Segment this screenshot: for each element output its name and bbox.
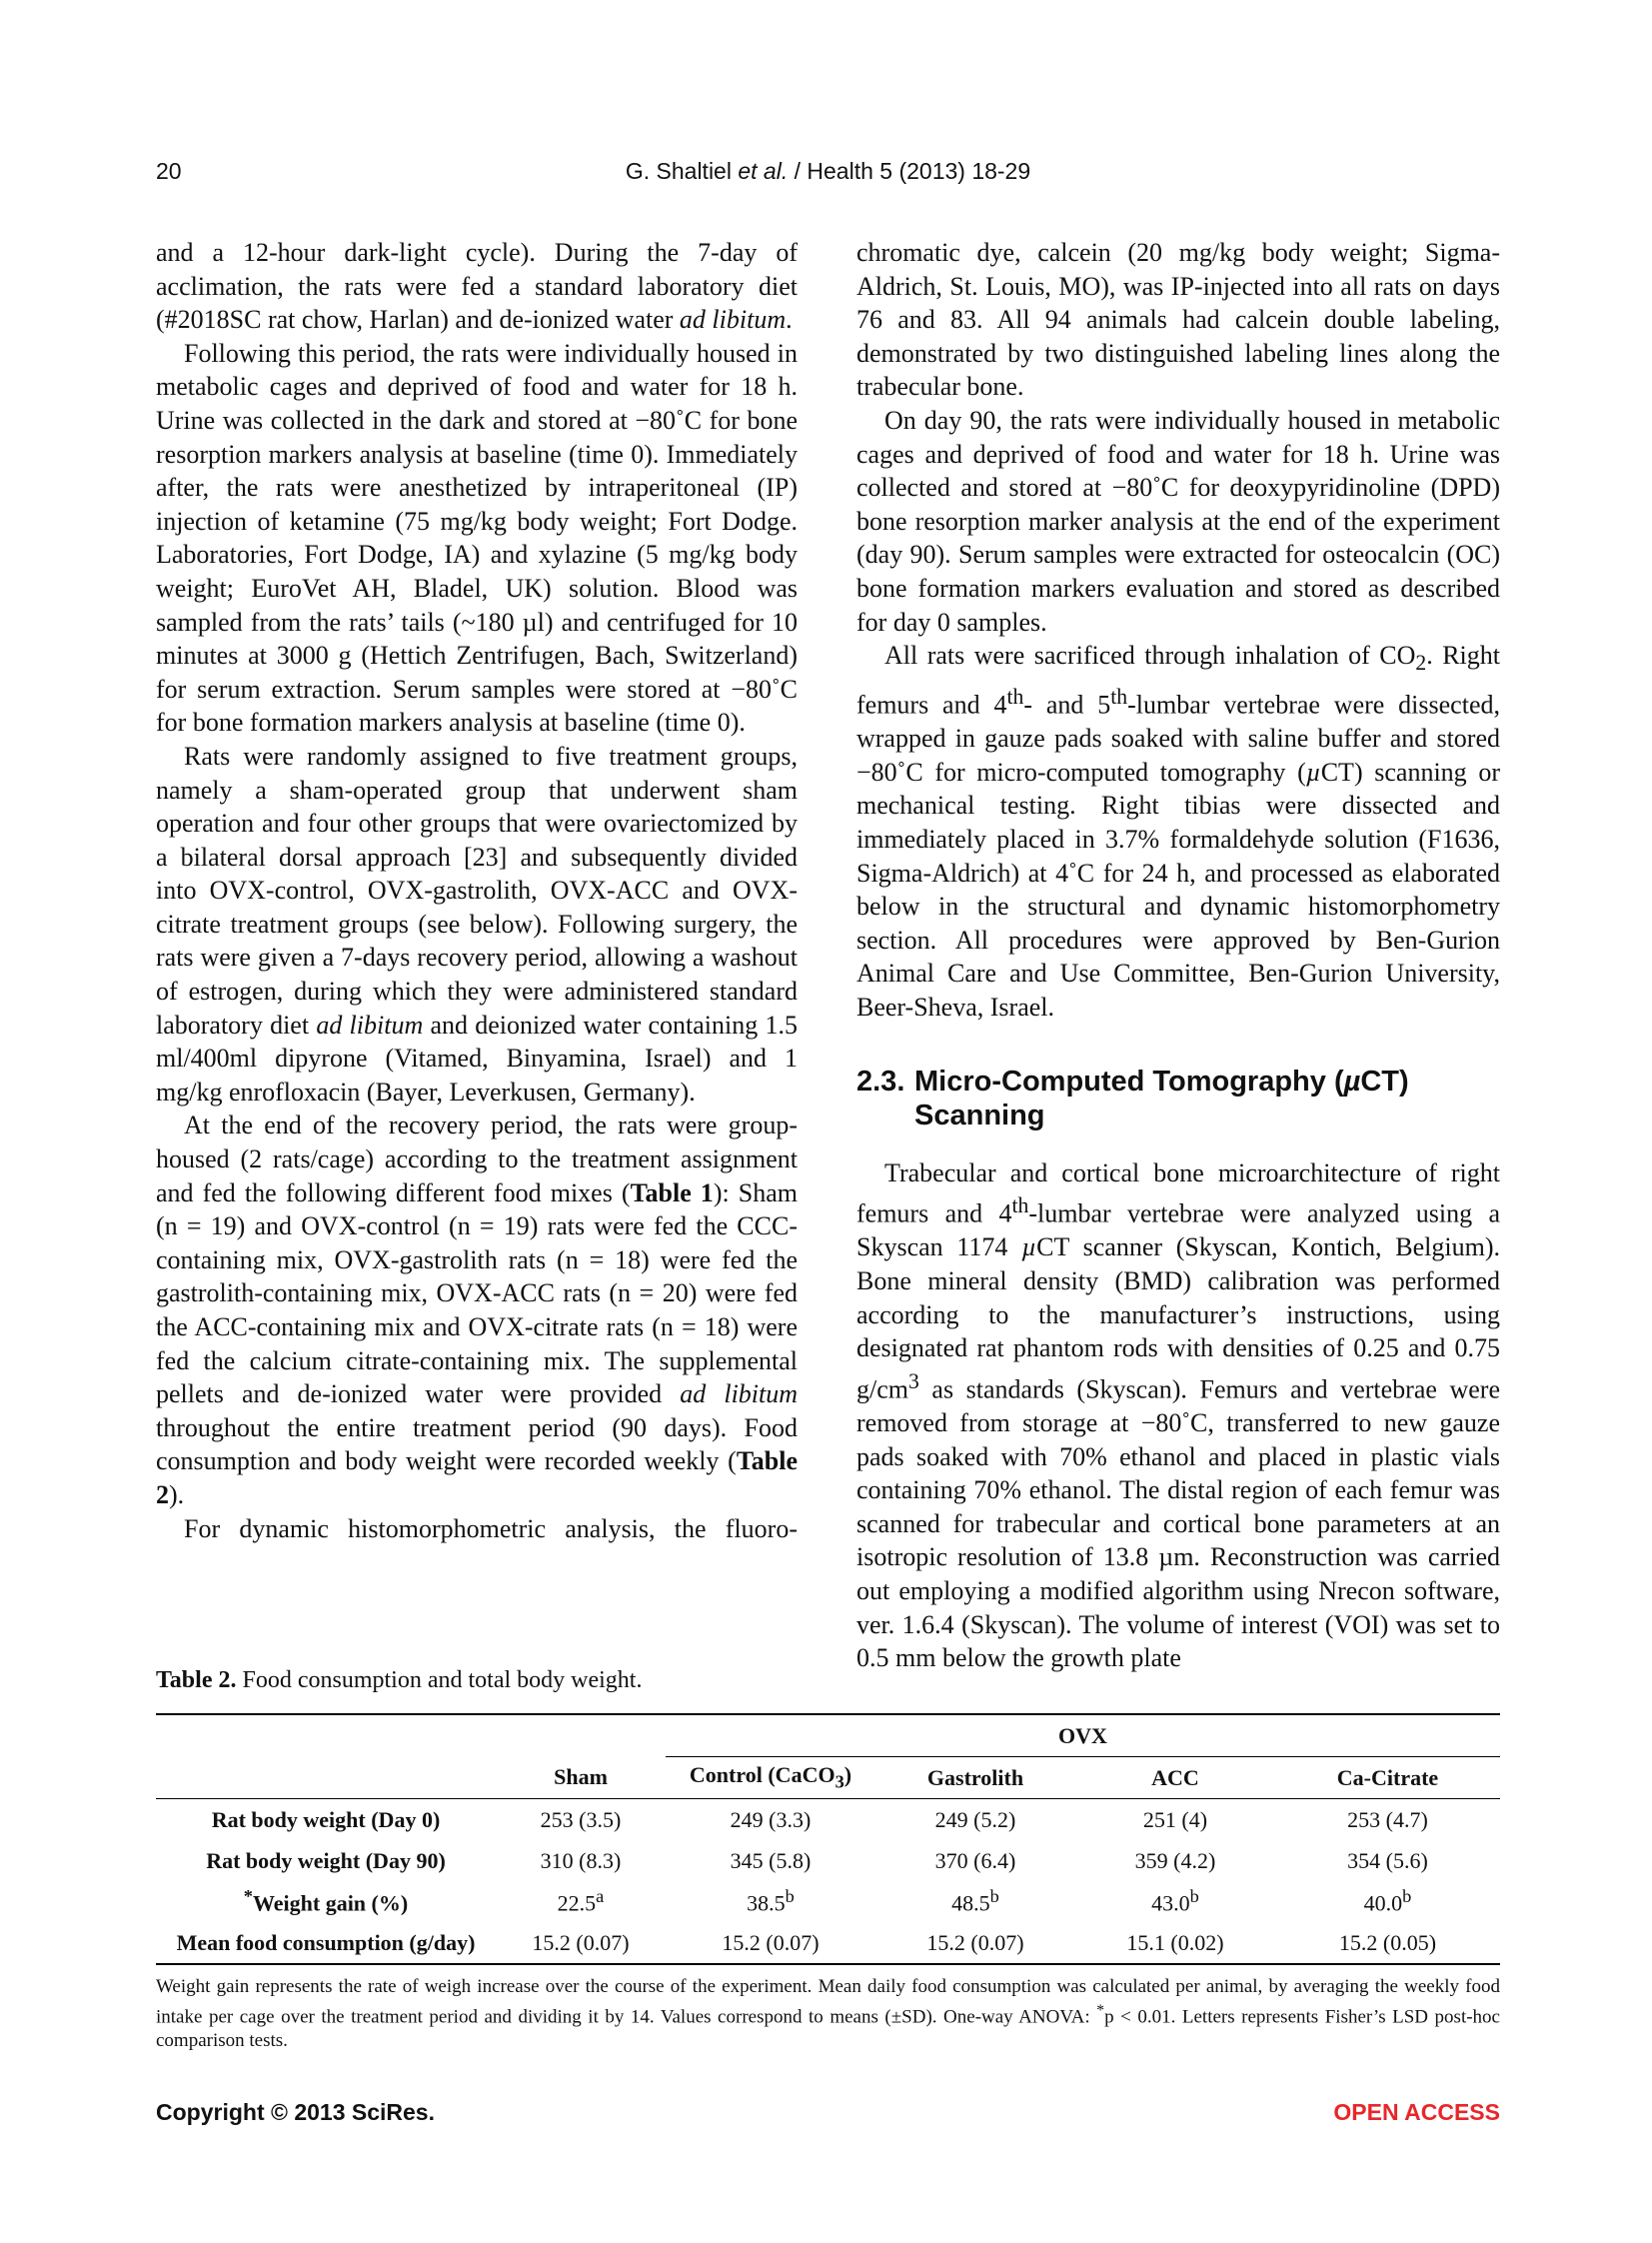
- column-header-text: ): [843, 1762, 852, 1788]
- column-header: Ca-Citrate: [1275, 1757, 1500, 1799]
- row-label: Rat body weight (Day 0): [211, 1806, 441, 1832]
- footnote-text: Weight gain represents the rate of weigh increase over the course of the experiment. Mean daily food consumption was calculated per animal, by averaging the weekly food intake per cage over the treatment period and dividing it by 14. Values correspond to means (±SD). One-way ANOVA:: [156, 1976, 1500, 2028]
- text-run: Rats were randomly assigned to five treatment groups, namely a sham-operated group that underwent sham operation and four other groups that were ovariectomized by a bilateral dorsal approach [23] and subsequently divided into OVX-control, OVX-gastrolith, OVX-ACC and OVX-citrate treatment groups (see below). Following surgery, the rats were given a 7-days recovery period, allowing a washout of estrogen, during which they were administered standard laboratory diet: [156, 741, 798, 1040]
- column-header: ACC: [1075, 1757, 1275, 1799]
- running-head-etal: et al.: [738, 158, 789, 184]
- table-ref-link[interactable]: Table 1: [630, 1177, 714, 1207]
- italic-run: ad libitum: [316, 1010, 424, 1040]
- superscript: b: [989, 1886, 999, 1907]
- text-run: throughout the entire treatment period (90 days). Food consumption and body weight were recorded weekly (: [156, 1412, 798, 1476]
- table-cell: 249 (5.2): [934, 1806, 1016, 1832]
- left-column: [156, 236, 798, 1545]
- table-caption-label: Table 2.: [156, 1667, 237, 1693]
- paragraph: On day 90, the rats were individually housed in metabolic cages and deprived of food and water for 18 h. Urine was collected and stored at −80˚C for deoxypyridinoline (DPD) bone resorption marker analysis at the end of the experiment (day 90). Serum samples were extracted for osteocalcin (OC) bone formation markers evaluation and stored as described for day 0 samples.: [856, 405, 1500, 637]
- paragraph: [856, 639, 1500, 1024]
- italic-run: µ: [1021, 1232, 1037, 1262]
- open-access-label: OPEN ACCESS: [1333, 2099, 1500, 2125]
- text-run: - and 5: [1023, 690, 1111, 720]
- table-cell: 15.2 (0.05): [1275, 1922, 1500, 1964]
- section-title-italic: µ: [1343, 1065, 1361, 1098]
- paragraph: [156, 1109, 798, 1511]
- superscript: a: [596, 1886, 605, 1907]
- superscript: 3: [908, 1368, 919, 1393]
- data-table: [156, 1713, 1500, 1965]
- superscript: *: [1096, 2002, 1105, 2019]
- column-header: Gastrolith: [875, 1757, 1075, 1799]
- superscript: b: [785, 1886, 795, 1907]
- table-group-header-row: [156, 1714, 1500, 1757]
- table-row: [156, 1799, 1500, 1841]
- row-label-text: Weight gain (%): [252, 1890, 409, 1916]
- paragraph: [856, 1156, 1500, 1675]
- text-run: and a 12-hour dark-light cycle). During the 7-day of acclimation, the rats were fed a standard laboratory diet (#2018SC rat chow, Harlan) and de-ionized water: [156, 238, 798, 335]
- table-cell: 40.0$^b$: [1363, 1886, 1412, 1916]
- table-cell: 22.5$^a$: [557, 1886, 605, 1916]
- text-run: ): Sham (n = 19) and OVX-control (n = 19) rats were fed the CCC-containing mix, OVX-gastrolith rats (n = 18) were fed the gastrolith-containing mix, OVX-ACC rats (n = 20) were fed the ACC-containing mix and OVX-citrate rats (n = 18) were fed the calcium citrate-containing mix. The supplemental pellets and de-ionized water were provided: [156, 1177, 798, 1409]
- text-run: and deionized water containing 1.5 ml/400ml dipyrone (Vitamed, Binyamina, Israel) and 1 mg/kg enrofloxacin (Bayer, Leverkusen, Germany).: [156, 1010, 798, 1107]
- table-cell: 38.5$^b$: [747, 1886, 795, 1916]
- subscript: 3: [834, 1771, 844, 1792]
- table-cell: 354 (5.6): [1347, 1847, 1428, 1873]
- text-run: -lumbar vertebrae were analyzed using a Skyscan 1174: [856, 1198, 1500, 1262]
- column-header: Sham: [496, 1757, 666, 1799]
- text-run: as standards (Skyscan). Femurs and vertebrae were removed from storage at −80˚C, transferred to new gauze pads soaked with 70% ethanol and placed in plastic vials containing 70% ethanol. The distal region of each femur was scanned for trabecular and cortical bone parameters at an isotropic resolution of 13.8 µm. Reconstruction was carried out employing a modified algorithm using Nrecon software, ver. 1.6.4 (Skyscan). The volume of interest (VOI) was set to 0.5 mm below the growth plate: [856, 1374, 1500, 1673]
- subscript: 2: [1415, 651, 1427, 676]
- running-head-journal: / Health 5 (2013) 18-29: [788, 158, 1031, 184]
- table-cell: 359 (4.2): [1134, 1847, 1216, 1873]
- text-run: All rats were sacrificed through inhalation of CO: [884, 641, 1416, 671]
- group-header-ovx: OVX: [666, 1714, 1500, 1757]
- running-head-authors: G. Shaltiel: [625, 158, 739, 184]
- section-heading: [856, 1065, 1500, 1132]
- row-label: Rat body weight (Day 90): [206, 1847, 446, 1873]
- section-title: Micro-Computed Tomography (: [914, 1065, 1344, 1098]
- table-cell: 15.1 (0.02): [1075, 1922, 1275, 1964]
- table-cell: 15.2 (0.07): [666, 1922, 875, 1964]
- table-cell: 48.5$^b$: [951, 1886, 999, 1916]
- superscript: b: [1189, 1886, 1199, 1907]
- table-footnote: [156, 1975, 1500, 2053]
- copyright-notice: Copyright © 2013 SciRes.: [156, 2099, 435, 2125]
- table-cell: 253 (4.7): [1347, 1806, 1428, 1832]
- superscript: th: [1110, 684, 1128, 709]
- table-cell: 249 (3.3): [730, 1806, 812, 1832]
- text-run: ).: [169, 1479, 185, 1509]
- page-number: 20: [156, 158, 182, 184]
- text-run: Trabecular and cortical bone microarchitecture of right femurs and 4: [856, 1157, 1500, 1228]
- table-cell: 345 (5.8): [730, 1847, 812, 1873]
- table-cell: 251 (4): [1142, 1806, 1208, 1832]
- text-run: .: [786, 305, 793, 335]
- table-row: [156, 1881, 1500, 1922]
- running-head: [156, 158, 1500, 185]
- table-header-row: [156, 1757, 1500, 1799]
- table-cell: 253 (3.5): [540, 1806, 622, 1832]
- paragraph: Following this period, the rats were individually housed in metabolic cages and deprived of food and water for 18 h. Urine was collected in the dark and stored at −80˚C for bone resorption markers analysis at baseline (time 0). Immediately after, the rats were anesthetized by intraperitoneal (IP) injection of ketamine (75 mg/kg body weight; Fort Dodge. Laboratories, Fort Dodge, IA) and xylazine (5 mg/kg body weight; EuroVet AH, Bladel, UK) solution. Blood was sampled from the rats’ tails (~180 µl) and centrifuged for 10 minutes at 3000 g (Hettich Zentrifugen, Bach, Switzerland) for serum extraction. Serum samples were stored at −80˚C for bone formation markers analysis at baseline (time 0).: [156, 338, 798, 738]
- italic-run: ad libitum: [680, 1379, 799, 1409]
- table-cell: 43.0$^b$: [1151, 1886, 1199, 1916]
- column-header-text: Control (CaCO: [689, 1762, 835, 1788]
- table-caption: [156, 1667, 642, 1694]
- section-title: CT): [1360, 1065, 1409, 1098]
- superscript: *: [243, 1886, 253, 1907]
- text-run: CT scanner (Skyscan, Kontich, Belgium). Bone mineral density (BMD) calibration was performed according to the manufacturer’s instructions, using designated rat phantom rods with densities of 0.25 and 0.75 g/cm: [856, 1232, 1500, 1404]
- table-cell: 15.2 (0.07): [496, 1922, 666, 1964]
- table-caption-text: Food consumption and total body weight.: [236, 1667, 643, 1693]
- row-label: Mean food consumption (g/day): [156, 1922, 496, 1964]
- table-row: [156, 1840, 1500, 1881]
- italic-run: µ: [1305, 757, 1321, 787]
- paragraph: [156, 236, 798, 337]
- superscript: th: [1011, 1193, 1029, 1218]
- superscript: b: [1402, 1886, 1412, 1907]
- paragraph: For dynamic histomorphometric analysis, the fluoro-: [184, 1513, 798, 1543]
- row-label: [156, 1881, 496, 1922]
- right-column: [856, 236, 1500, 1675]
- paragraph: chromatic dye, calcein (20 mg/kg body weight; Sigma-Aldrich, St. Louis, MO), was IP-injected into all rats on days 76 and 83. All 94 animals had calcein double labeling, demonstrated by two distinguished labeling lines along the trabecular bone.: [856, 238, 1500, 402]
- text-run: CT) scanning or mechanical testing. Right tibias were dissected and immediately placed in 3.7% formaldehyde solution (F1636, Sigma-Aldrich) at 4˚C for 24 h, and processed as elaborated below in the structural and dynamic histomorphometry section. All procedures were approved by Ben-Gurion Animal Care and Use Committee, Ben-Gurion University, Beer-Sheva, Israel.: [856, 757, 1500, 1022]
- page-header: [156, 158, 1500, 194]
- paragraph: [156, 740, 798, 1110]
- superscript: th: [1006, 684, 1024, 709]
- italic-run: ad libitum: [679, 305, 787, 335]
- section-number: 2.3.: [856, 1065, 905, 1098]
- table-ref-link[interactable]: Table 2: [156, 1446, 798, 1509]
- footnote-text: p < 0.01. Letters represents Fisher’s LSD post-hoc comparison tests.: [156, 2006, 1500, 2052]
- table-cell: 310 (8.3): [540, 1847, 622, 1873]
- table-cell: 370 (6.4): [934, 1847, 1016, 1873]
- text-run: At the end of the recovery period, the rats were group-housed (2 rats/cage) according to the treatment assignment and fed the following different food mixes (: [156, 1111, 798, 1207]
- table-row: [156, 1922, 1500, 1964]
- text-run: . Right femurs and 4: [856, 641, 1500, 720]
- table-cell: 15.2 (0.07): [875, 1922, 1075, 1964]
- text-run: -lumbar vertebrae were dissected, wrapped in gauze pads soaked with saline buffer and stored −80˚C for micro-computed tomography (: [856, 690, 1500, 787]
- column-header: [666, 1757, 875, 1799]
- section-title-line2: Scanning: [914, 1099, 1045, 1131]
